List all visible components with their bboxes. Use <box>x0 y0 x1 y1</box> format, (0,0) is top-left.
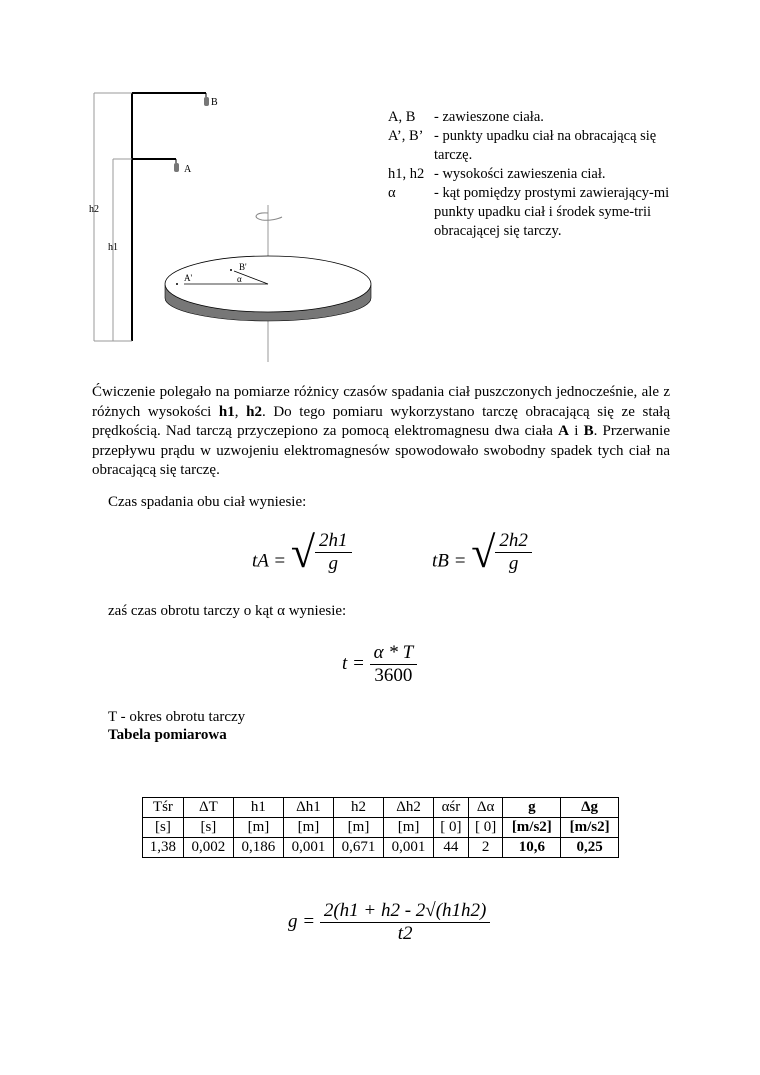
formula-t: t = $\frac{\alpha * T}{3600}$ <box>342 642 417 687</box>
label-h2: h2 <box>89 204 99 215</box>
table-row: 1,38 0,002 0,186 0,001 0,671 0,001 44 2 10,6 0,25 <box>143 838 619 858</box>
formula-g: g = $\frac{2(h1 + h2 - 2√(h1h2)}{t2}$ <box>288 900 490 945</box>
formula-tb: tB = √ $\frac{2h2}{g}$ <box>432 530 532 575</box>
experiment-diagram <box>80 80 380 370</box>
table-title: Tabela pomiarowa <box>108 727 227 743</box>
legend-item: α - kąt pomiędzy prostymi zawierający-mi punkty upadku ciał i środek syme-trii obracającej się tarczy. <box>388 185 670 239</box>
rotation-intro: zaś czas obrotu tarczy o kąt α wyniesie: <box>108 603 347 619</box>
label-a-prime: A' <box>184 273 193 283</box>
table-header-row: Tśr ΔT h1 Δh1 h2 Δh2 αśr Δα g Δg <box>143 798 619 818</box>
legend-item: A’, B’ - punkty upadku ciał na obracającą się tarczę. <box>388 128 657 163</box>
formula-ta: tA = √ $\frac{2h1}{g}$ <box>252 530 352 575</box>
body-b <box>204 97 209 106</box>
legend-item: h1, h2 - wysokości zawieszenia ciał. <box>388 166 606 182</box>
label-b-prime: B' <box>239 262 247 272</box>
label-alpha: α <box>237 274 242 284</box>
description-paragraph: Ćwiczenie polegało na pomiarze różnicy czasów spadania ciał puszczonych jednocześnie, ale z różnych wysokości h1, h2. Do tego pomiaru wykorzystano tarczę obracającą się ze stałą prędkością. Nad tarczą przyczepiono za pomocą elektromagnesu dwa ciała A i B. Przerwanie przepływu prądu w uzwojeniu elektromagnesów spowodowało swobodny spadek tych ciał na obracającą się tarczę. <box>92 384 671 478</box>
table-units-row: [s] [s] [m] [m] [m] [m] [ 0] [ 0] [m/s2] [m/s2] <box>143 818 619 838</box>
legend-item: A, B - zawieszone ciała. <box>388 109 544 125</box>
diagram-legend <box>388 108 674 241</box>
label-h1: h1 <box>108 242 118 253</box>
label-b: B <box>211 97 218 108</box>
measurement-table <box>142 797 619 858</box>
label-a: A <box>184 164 192 175</box>
body-a <box>174 163 179 172</box>
fall-time-intro: Czas spadania obu ciał wyniesie: <box>108 494 307 510</box>
t-definition: T - okres obrotu tarczy <box>108 709 246 725</box>
